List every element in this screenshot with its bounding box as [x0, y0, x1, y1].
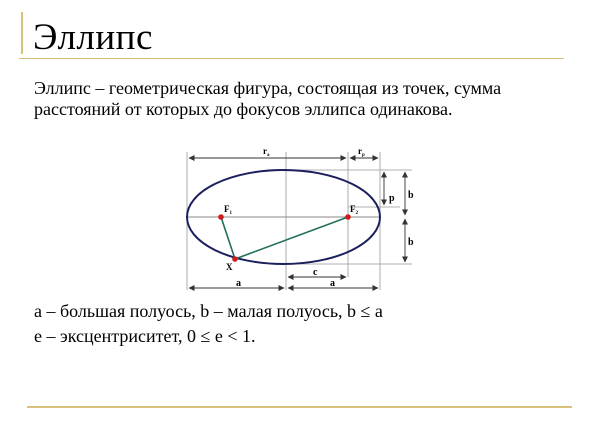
label-p: p — [389, 193, 395, 204]
label-f1: $F_1$ — [224, 204, 232, 216]
slide-title: Эллипс — [33, 17, 153, 58]
definition-text: Эллипс – геометрическая фигура, состоящая из точек, сумма расстояний от которых до фокусов эллипса одинакова. — [34, 78, 502, 119]
label-c: c — [313, 267, 318, 278]
label-x-point: X — [226, 262, 233, 272]
point-x — [232, 256, 238, 262]
label-a-left: a — [236, 278, 241, 289]
label-b-top: b — [408, 190, 414, 201]
label-ra: $r_a$ — [263, 146, 270, 158]
label-rp: $r_p$ — [358, 146, 365, 158]
focal-radii — [221, 217, 348, 259]
label-b-bottom: b — [408, 237, 414, 248]
label-f2: $F_2$ — [350, 204, 358, 216]
notes-block — [34, 299, 554, 349]
radius-f2-x — [235, 217, 348, 259]
dimension-arrows — [189, 158, 405, 288]
note-eccentricity: e – эксцентриситет, 0 ≤ e < 1. — [34, 326, 256, 346]
note-semi-axes: a – большая полуось, b – малая полуось, b ≤ a — [34, 301, 383, 321]
focus-f2-point — [345, 214, 351, 220]
focus-f1-point — [218, 214, 224, 220]
guide-lines — [187, 152, 412, 290]
label-a-right: a — [330, 278, 335, 289]
